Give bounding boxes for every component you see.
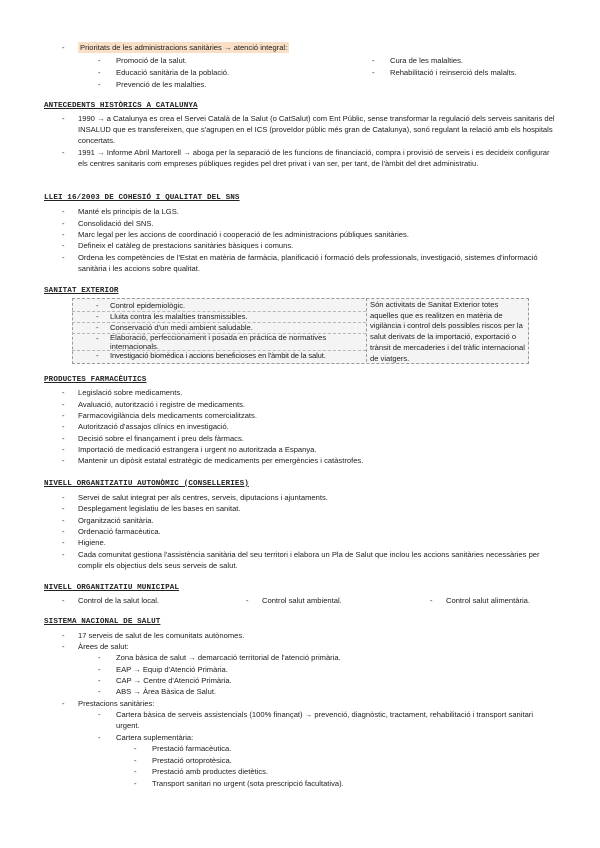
priorities-highlight: Prioritats de les administracions sanitàries → atenció integral:	[80, 43, 288, 52]
list-item: Transport sanitari no urgent (sota prescripció facultativa).	[152, 779, 344, 788]
bullet-dash: -	[62, 596, 65, 605]
list-item: Cada comunitat gestiona l'assistència sanitària del seu territori i elabora un Pla de Salut que inclou les accions sanitàries necessàries per complir els objectius dels seus serveis de salut.	[78, 550, 540, 571]
bullet-dash: -	[246, 596, 249, 605]
bullet-dash: -	[96, 323, 99, 332]
bullet-dash: -	[62, 550, 65, 559]
bullet-dash: -	[62, 504, 65, 513]
bullet-dash: -	[96, 301, 99, 310]
bullet-dash: -	[98, 665, 101, 674]
bullet-dash: -	[62, 493, 65, 502]
list-item: Ordenació farmacèutica.	[78, 527, 161, 536]
bullet-dash: -	[98, 710, 101, 719]
list-item: Control epidemiològic.	[110, 301, 186, 310]
list-item: Zona bàsica de salut → demarcació territorial de l'atenció primària.	[116, 653, 341, 662]
bullet-dash: -	[98, 687, 101, 696]
list-item: Farmacovigilància dels medicaments comercialitzats.	[78, 411, 257, 420]
list-item: Investigació biomèdica i accions beneficioses en l'àmbit de la salut.	[110, 351, 326, 360]
bullet-dash: -	[62, 422, 65, 431]
section-heading: SANITAT EXTERIOR	[44, 287, 119, 295]
list-item: Prestacions sanitàries:	[78, 699, 155, 708]
list-item: Autorització d'assajos clínics en investigació.	[78, 422, 229, 431]
sanitat-note: Són activitats de Sanitat Exterior totes aquelles que es realitzen en matèria de vigilància i control dels possibles riscos per la salut derivats de la importació, exportació o trànsit de mercaderies i del tràfic internacional de viatgers.	[370, 300, 525, 363]
bullet-dash: -	[62, 219, 65, 228]
list-item: Prevenció de les malalties.	[116, 80, 207, 89]
bullet-dash: -	[62, 114, 65, 123]
list-item: CAP → Centre d'Atenció Primària.	[116, 676, 232, 685]
bullet-dash: -	[96, 334, 99, 343]
list-item: Àrees de salut:	[78, 642, 129, 651]
list-item: Mantenir un dipòsit estatal estratègic de medicaments per emergències i catàstrofes.	[78, 456, 364, 465]
list-item: Higiene.	[78, 538, 106, 547]
list-item: Elaboració, perfeccionament i posada en pràctica de normatives internacionals.	[110, 333, 327, 351]
list-item: Marc legal per les accions de coordinació i cooperació de les administracions públiques sanitàries.	[78, 230, 409, 239]
section-heading: PRODUCTES FARMACÈUTICS	[44, 376, 147, 384]
list-item: Control de la salut local.	[78, 596, 160, 605]
bullet-dash: -	[372, 56, 375, 65]
bullet-dash: -	[62, 699, 65, 708]
list-item: Rehabilitació i reinserció dels malalts.	[390, 68, 517, 77]
bullet-dash: -	[62, 631, 65, 640]
bullet-dash: -	[62, 434, 65, 443]
bullet-dash: -	[98, 733, 101, 742]
list-item: Ordena les competències de l'Estat en matèria de farmàcia, planificació i formació dels professionals, investigació, sistemes d'informació sanitària i les accions sobre qualitat.	[78, 253, 538, 274]
list-item: Legislació sobre medicaments.	[78, 388, 183, 397]
list-item: Educació sanitària de la població.	[116, 68, 230, 77]
bullet-dash: -	[134, 744, 137, 753]
bullet-dash: -	[62, 230, 65, 239]
list-item: Servei de salut integrat per als centres, serveis, diputacions i ajuntaments.	[78, 493, 328, 502]
list-item: Conservació d'un medi ambient saludable.	[110, 323, 253, 332]
bullet-dash: -	[134, 779, 137, 788]
list-item: Cartera suplementària:	[116, 733, 194, 742]
bullet-dash: -	[96, 351, 99, 360]
list-item: Prestació amb productes dietètics.	[152, 767, 269, 776]
list-item: Cartera bàsica de serveis assistencials (100% finançat) → prevenció, diagnòstic, tractament, rehabilitació i transport sanitari urgent.	[116, 710, 534, 731]
list-item: Lluita contra les malalties transmissibles.	[110, 312, 248, 321]
list-item: Prestació farmacèutica.	[152, 744, 232, 753]
box-divider	[366, 298, 367, 362]
list-item: ABS → Àrea Bàsica de Salut.	[116, 687, 217, 696]
list-item: Cura de les malalties.	[390, 56, 464, 65]
list-item: Promoció de la salut.	[116, 56, 187, 65]
bullet-dash: -	[98, 68, 101, 77]
bullet-dash: -	[62, 538, 65, 547]
list-item: Organització sanitària.	[78, 516, 154, 525]
section-heading: NIVELL ORGANITZATIU MUNICIPAL	[44, 584, 180, 592]
bullet-dash: -	[62, 527, 65, 536]
bullet-dash: -	[62, 642, 65, 651]
bullet-dash: -	[134, 767, 137, 776]
bullet-dash: -	[62, 411, 65, 420]
section-heading: ANTECEDENTS HISTÒRICS A CATALUNYA	[44, 102, 198, 110]
bullet-dash: -	[98, 80, 101, 89]
bullet-dash: -	[62, 43, 65, 52]
list-item: Avaluació, autorització i registre de medicaments.	[78, 400, 246, 409]
bullet-dash: -	[372, 68, 375, 77]
bullet-dash: -	[62, 241, 65, 250]
list-item: Consolidació del SNS.	[78, 219, 154, 228]
section-heading: LLEI 16/2003 DE COHESIÓ I QUALITAT DEL SNS	[44, 194, 240, 202]
bullet-dash: -	[62, 400, 65, 409]
list-item: Prestació ortoprotèsica.	[152, 756, 232, 765]
list-item: Desplegament legislatiu de les bases en sanitat.	[78, 504, 241, 513]
bullet-dash: -	[62, 388, 65, 397]
bullet-dash: -	[62, 456, 65, 465]
bullet-dash: -	[430, 596, 433, 605]
list-item: Defineix el catàleg de prestacions sanitàries bàsiques i comuns.	[78, 241, 294, 250]
bullet-dash: -	[98, 56, 101, 65]
bullet-dash: -	[134, 756, 137, 765]
bullet-dash: -	[62, 148, 65, 157]
list-item: 1991 → Informe Abril Martorell → aboga per la separació de les funcions de financiació, compra i provisió de serveis i es decideix configurar els centres sanitaris com empreses públiques regides pel dret privat i van ser, per tant, de l'àmbit del dret administratiu.	[78, 148, 550, 169]
list-item: 17 serveis de salut de les comunitats autònomes.	[78, 631, 245, 640]
bullet-dash: -	[98, 676, 101, 685]
bullet-dash: -	[62, 445, 65, 454]
bullet-dash: -	[62, 253, 65, 262]
bullet-dash: -	[62, 516, 65, 525]
list-item: Control salut alimentària.	[446, 596, 530, 605]
list-item: Importació de medicació estrangera i urgent no autoritzada a Espanya.	[78, 445, 317, 454]
list-item: Decisió sobre el finançament i preu dels fàrmacs.	[78, 434, 244, 443]
list-item: Manté els principis de la LGS.	[78, 207, 179, 216]
bullet-dash: -	[62, 207, 65, 216]
bullet-dash: -	[98, 653, 101, 662]
list-item: EAP → Equip d'Atenció Primària.	[116, 665, 228, 674]
section-heading: SISTEMA NACIONAL DE SALUT	[44, 618, 161, 626]
bullet-dash: -	[96, 312, 99, 321]
list-item: 1990 → a Catalunya es crea el Servei Català de la Salut (o CatSalut) com Ent Públic, sense transformar la regulació dels serveis sanitaris del INSALUD que es transfereixen, que s'agrupen en el ICS (proveïdor públic més gran de Catalunya), sonó regulant la relació amb els hospitals concertats.	[78, 114, 555, 146]
section-heading: NIVELL ORGANITZATIU AUTONÒMIC (CONSELLERIES)	[44, 480, 249, 488]
list-item: Control salut ambiental.	[262, 596, 342, 605]
